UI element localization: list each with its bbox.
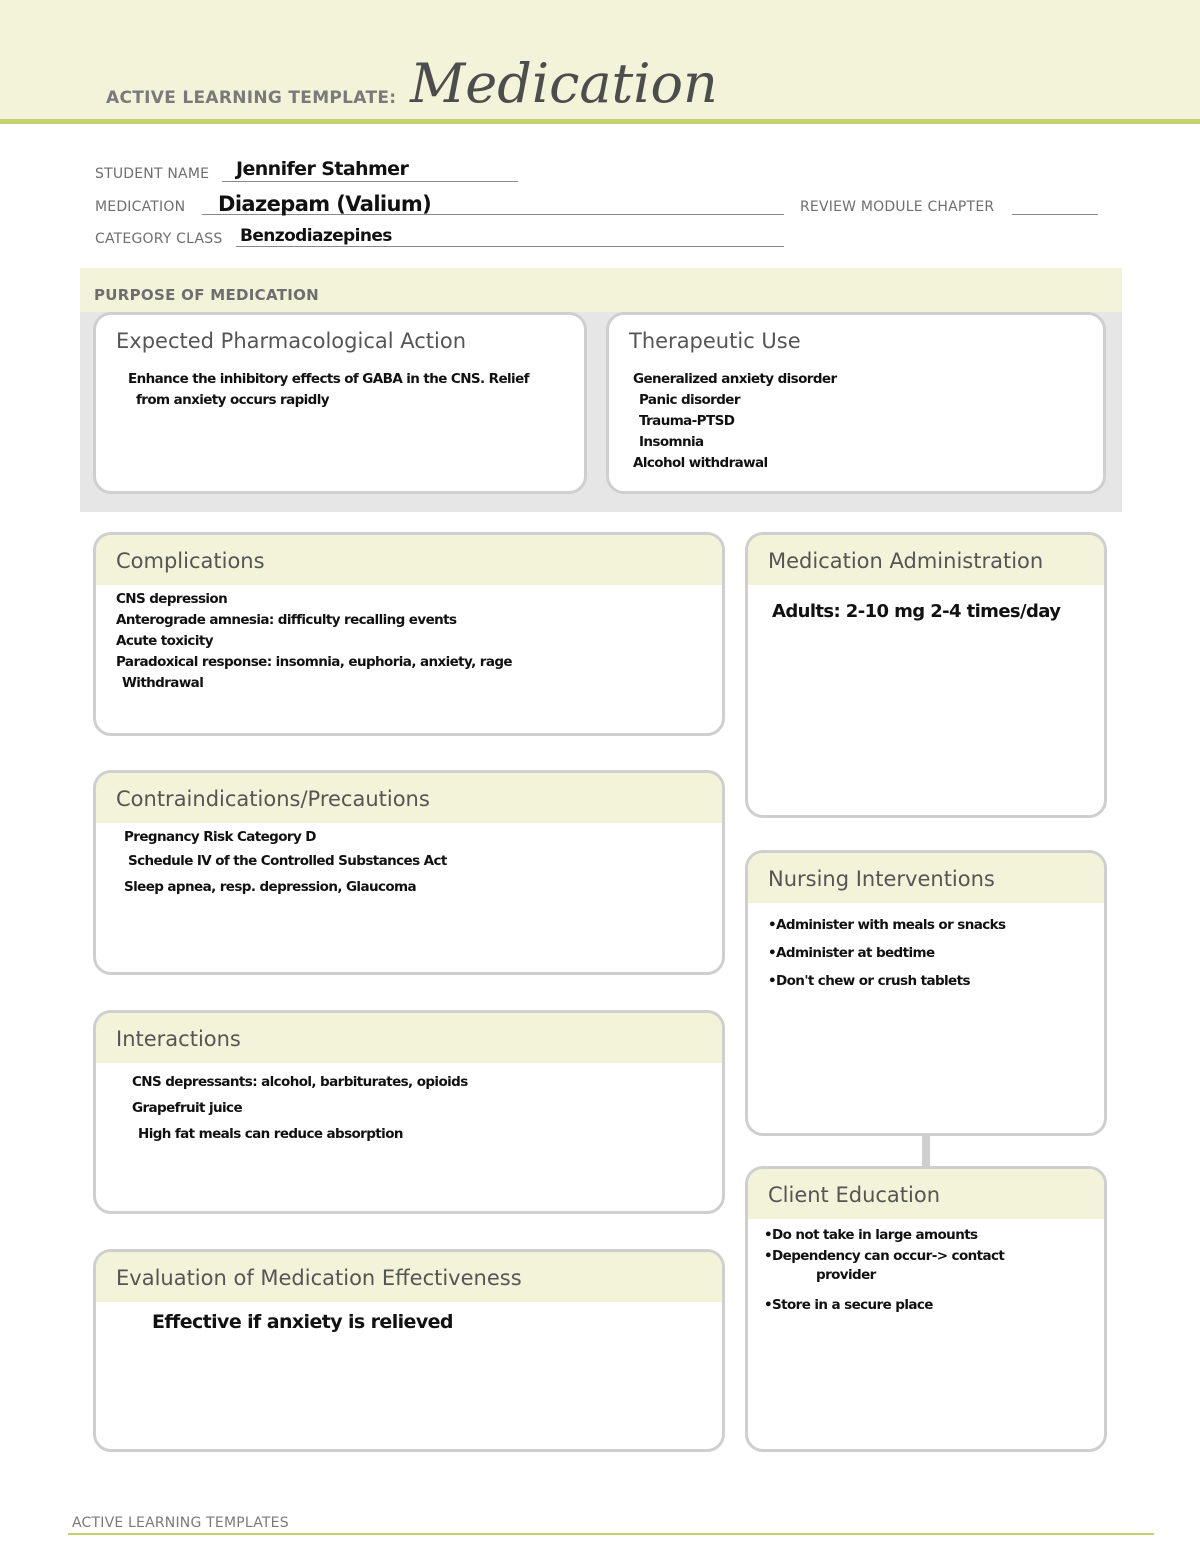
nursing-interventions-line: •Administer at bedtime bbox=[768, 945, 935, 961]
interactions-line: CNS depressants: alcohol, barbiturates, opioids bbox=[132, 1074, 468, 1090]
therapeutic-use-box bbox=[606, 312, 1106, 494]
complications-line: Anterograde amnesia: difficulty recalling events bbox=[116, 612, 457, 628]
page-title: Medication bbox=[410, 52, 718, 115]
contraindications-line: Schedule IV of the Controlled Substances Act bbox=[128, 853, 447, 869]
footer-text: ACTIVE LEARNING TEMPLATES bbox=[72, 1515, 289, 1531]
nursing-interventions-box bbox=[745, 850, 1107, 1136]
evaluation-title: Evaluation of Medication Effectiveness bbox=[96, 1252, 722, 1302]
complications-title: Complications bbox=[96, 535, 722, 585]
contraindications-line: Pregnancy Risk Category D bbox=[124, 829, 316, 845]
therapeutic-use-line: Alcohol withdrawal bbox=[633, 455, 768, 471]
therapeutic-use-line: Generalized anxiety disorder bbox=[633, 371, 837, 387]
student-name-label: STUDENT NAME bbox=[95, 166, 210, 182]
client-education-line: •Store in a secure place bbox=[764, 1297, 933, 1313]
medication-value: Diazepam (Valium) bbox=[218, 192, 432, 216]
expected-action-title: Expected Pharmacological Action bbox=[96, 315, 584, 365]
interactions-line: Grapefruit juice bbox=[132, 1100, 243, 1116]
expected-action-line: from anxiety occurs rapidly bbox=[136, 392, 329, 408]
connector-bar bbox=[922, 1136, 930, 1166]
therapeutic-use-title: Therapeutic Use bbox=[609, 315, 1103, 365]
client-education-line: provider bbox=[816, 1267, 876, 1283]
complications-line: Withdrawal bbox=[122, 675, 204, 691]
contraindications-title: Contraindications/Precautions bbox=[96, 773, 722, 823]
client-education-title: Client Education bbox=[748, 1169, 1104, 1219]
interactions-line: High fat meals can reduce absorption bbox=[138, 1126, 403, 1142]
complications-line: CNS depression bbox=[116, 591, 228, 607]
evaluation-line: Effective if anxiety is relieved bbox=[152, 1311, 453, 1333]
medication-administration-title: Medication Administration bbox=[748, 535, 1104, 585]
evaluation-box bbox=[93, 1249, 725, 1452]
interactions-title: Interactions bbox=[96, 1013, 722, 1063]
therapeutic-use-line: Insomnia bbox=[639, 434, 704, 450]
review-module-label: REVIEW MODULE CHAPTER bbox=[800, 199, 995, 215]
nursing-interventions-line: •Administer with meals or snacks bbox=[768, 917, 1006, 933]
client-education-line: •Do not take in large amounts bbox=[764, 1227, 978, 1243]
purpose-label: PURPOSE OF MEDICATION bbox=[94, 286, 320, 304]
header-band bbox=[0, 0, 1200, 124]
therapeutic-use-line: Panic disorder bbox=[639, 392, 740, 408]
contraindications-box bbox=[93, 770, 725, 975]
complications-line: Paradoxical response: insomnia, euphoria, anxiety, rage bbox=[116, 654, 512, 670]
interactions-box bbox=[93, 1010, 725, 1214]
student-name-value: Jennifer Stahmer bbox=[236, 158, 409, 180]
category-class-value: Benzodiazepines bbox=[240, 226, 392, 246]
complications-box bbox=[93, 532, 725, 736]
category-class-label: CATEGORY CLASS bbox=[95, 231, 223, 247]
therapeutic-use-line: Trauma-PTSD bbox=[639, 413, 735, 429]
complications-line: Acute toxicity bbox=[116, 633, 213, 649]
contraindications-line: Sleep apnea, resp. depression, Glaucoma bbox=[124, 879, 417, 895]
client-education-line: •Dependency can occur-> contact bbox=[764, 1248, 1005, 1264]
medication-administration-box bbox=[745, 532, 1107, 818]
expected-action-box bbox=[93, 312, 587, 494]
template-label: ACTIVE LEARNING TEMPLATE: bbox=[106, 88, 397, 108]
nursing-interventions-line: •Don't chew or crush tablets bbox=[768, 973, 970, 989]
expected-action-line: Enhance the inhibitory effects of GABA in the CNS. Relief bbox=[128, 371, 529, 387]
medication-label: MEDICATION bbox=[95, 199, 186, 215]
nursing-interventions-title: Nursing Interventions bbox=[748, 853, 1104, 903]
review-module-field[interactable] bbox=[1012, 195, 1098, 215]
client-education-box bbox=[745, 1166, 1107, 1452]
footer-rule bbox=[68, 1533, 1154, 1535]
medication-administration-line: Adults: 2-10 mg 2-4 times/day bbox=[772, 601, 1061, 622]
